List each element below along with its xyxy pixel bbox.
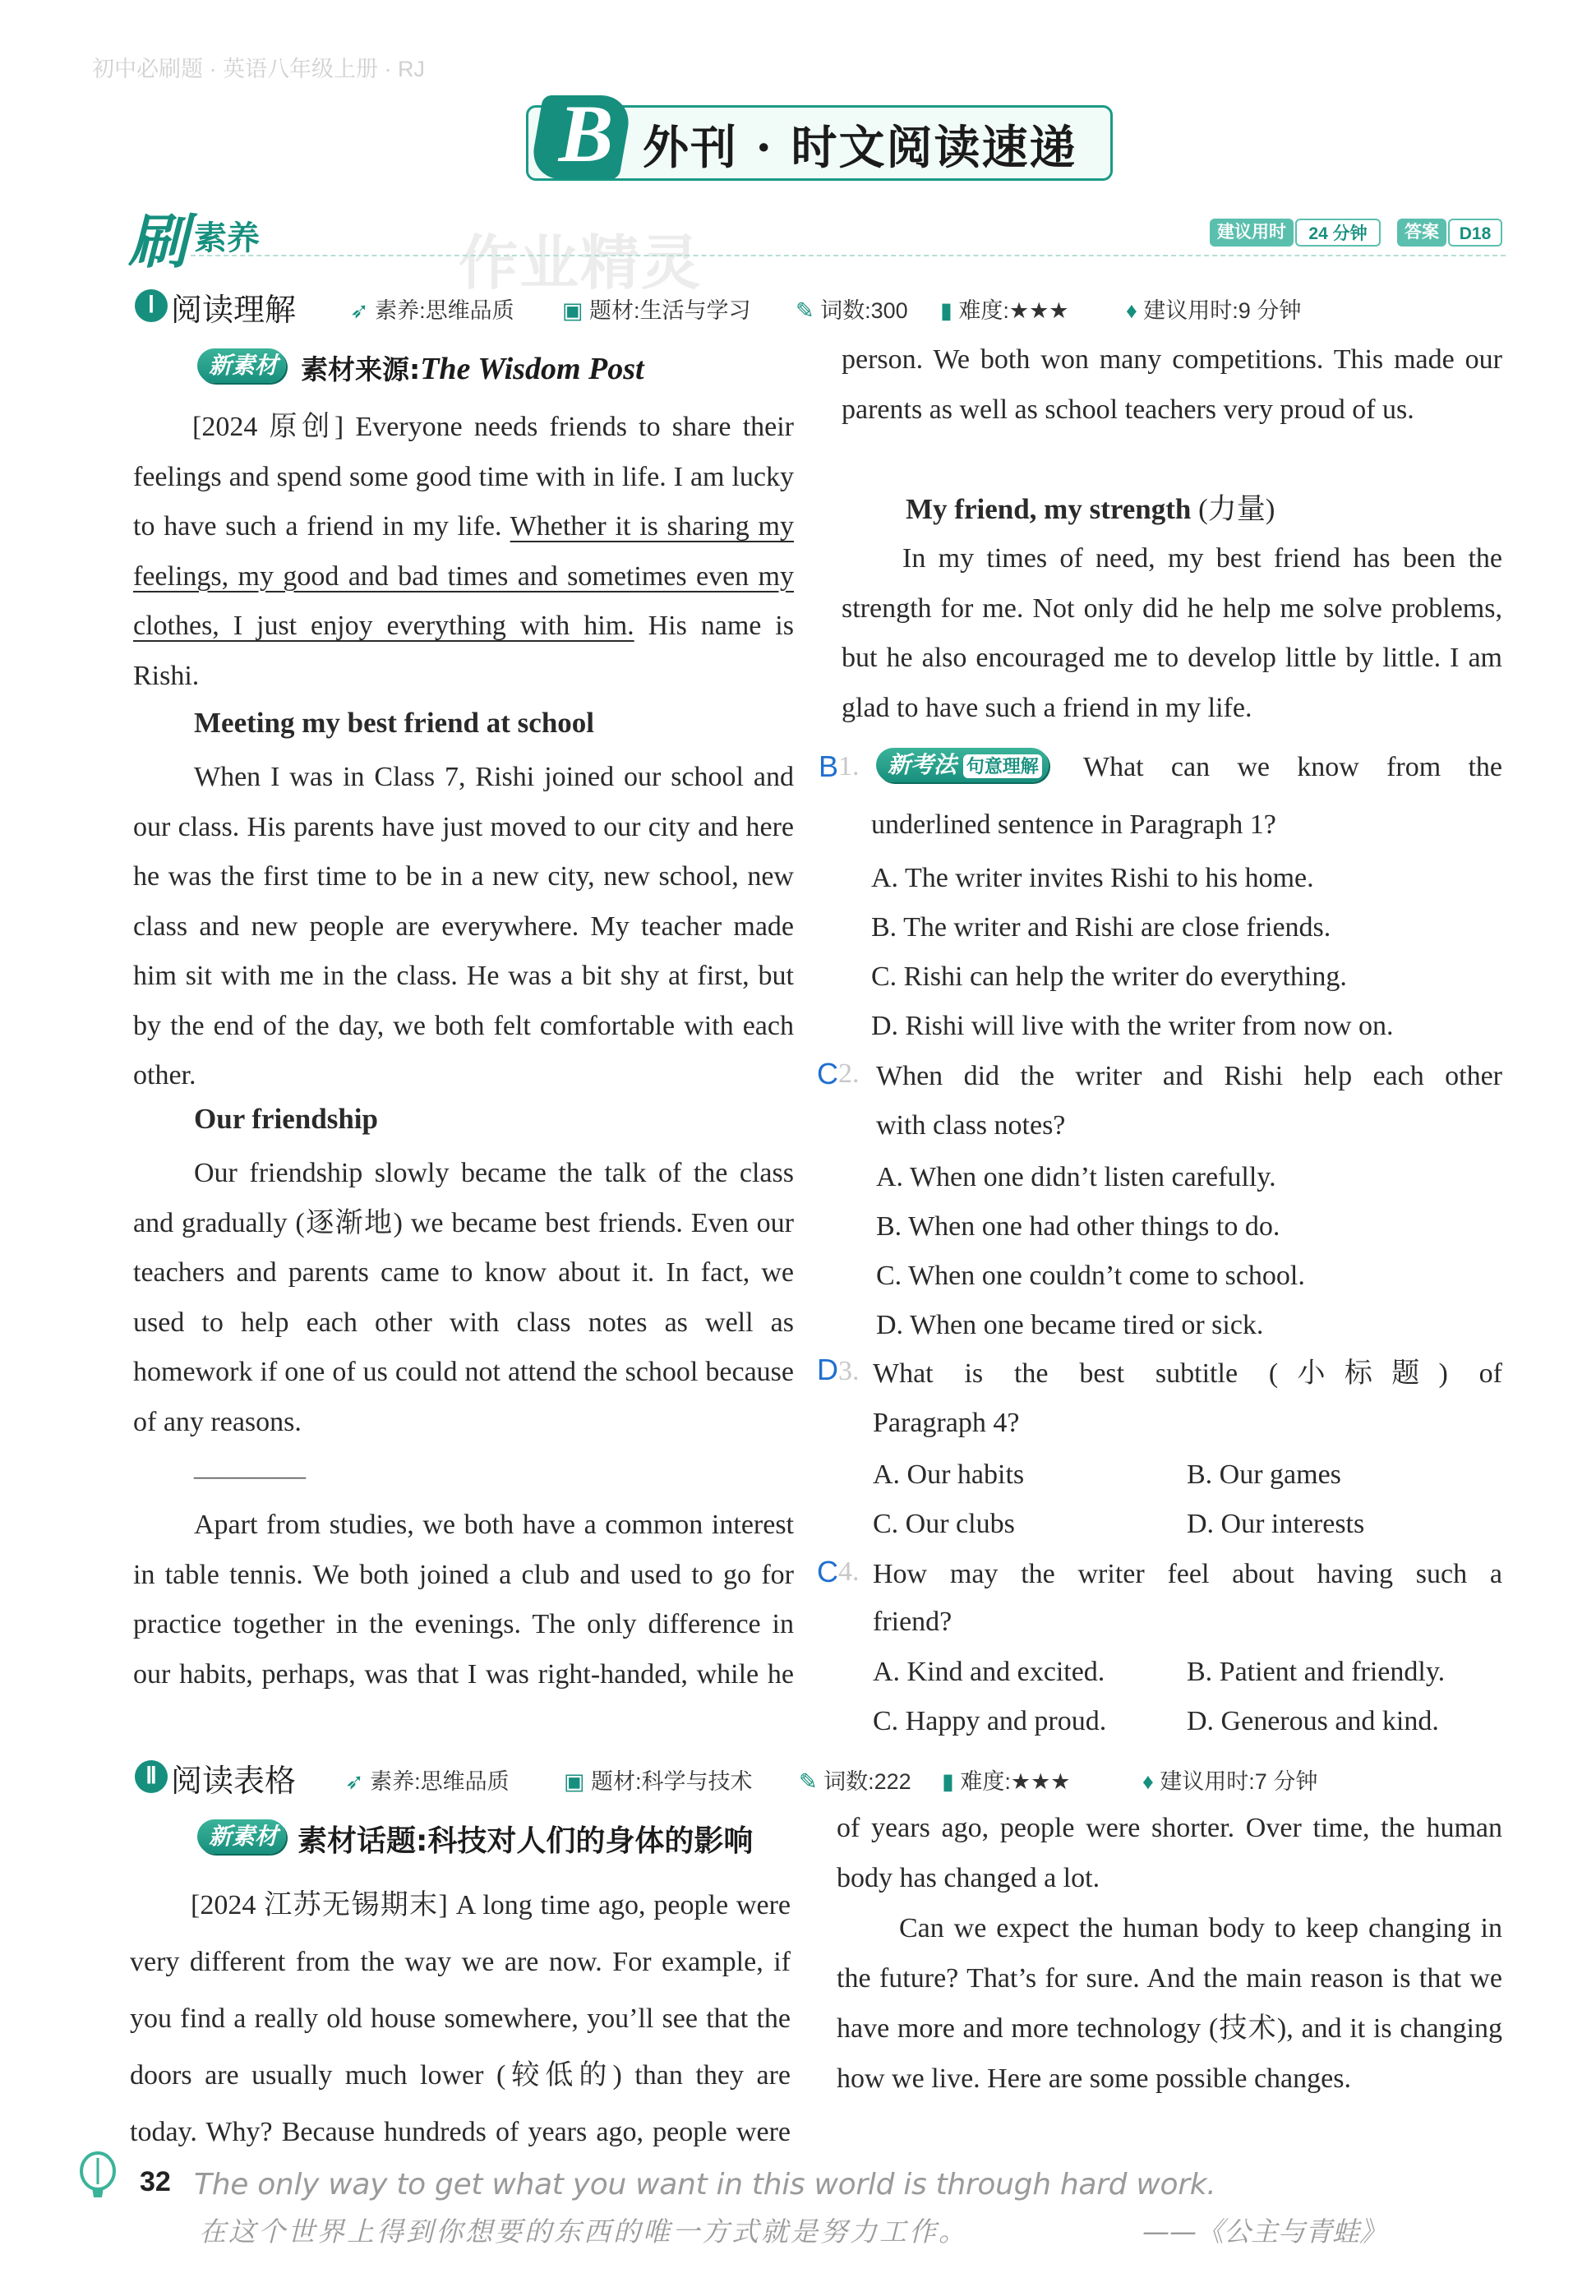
brand-suyang: 素养 (194, 219, 260, 257)
paragraph-strength: In my times of need, my best friend has been the strength for me. Not only did he help me solve problems, but he also encouraged me to develop little by little. I am glad to have such a friend in my life. (842, 543, 1502, 723)
q3-number: 3. (838, 1356, 860, 1386)
q4-option-b[interactable]: B. Patient and friendly. (1187, 1657, 1446, 1687)
q1-number: 1. (838, 751, 860, 781)
page-title: 外刊 · 时文阅读速递 (643, 121, 1077, 175)
footer-quote-cn: 在这个世界上得到你想要的东西的唯一方式就是努力工作。 (199, 2215, 968, 2248)
q3-option-d[interactable]: D. Our interests (1187, 1509, 1365, 1539)
q1-answer: B (819, 749, 839, 783)
page-number: 32 (140, 2166, 171, 2197)
q2-option-d[interactable]: D. When one became tired or sick. (876, 1310, 1264, 1340)
time-value-pill: 24 分钟 (1295, 219, 1381, 247)
q4-option-d[interactable]: D. Generous and kind. (1187, 1706, 1439, 1736)
q3-answer: D (817, 1353, 838, 1386)
paragraph-friendship: Our friendship slowly became the talk of the class and gradually (逐渐地) we became best friends. Even our teachers and parents came to know about it. In fact, we used to help each other with class notes as well as homework if one of us could not attend the school because of any reasons. (133, 1158, 794, 1437)
q4-answer: C (817, 1555, 838, 1588)
q1-new-method-tag: 新考法 句意理解 (876, 748, 1049, 782)
q1-stem-a: What can we know from the (1083, 752, 1502, 782)
answer-label-pill: 答案 (1397, 219, 1446, 247)
section1-source: 素材来源:The Wisdom Post (301, 352, 644, 386)
section2-cishu: ✎ 词数:222 (799, 1769, 911, 1794)
section2-topic: 素材话题:科技对人们的身体的影响 (298, 1824, 754, 1858)
section1-intro-paragraph: [2024 原创] Everyone needs friends to share their feelings and spend some good time with in life. I am lucky to have such a friend in my life. Whether it is sharing my feelings, my good and bad times and sometimes even my clothes, I just enjoy everything with him. His name is Rishi. (133, 412, 794, 691)
heading-strength: My friend, my strength (力量) (906, 493, 1275, 525)
section2-ticai: ▣ 题材:科学与技术 (564, 1769, 753, 1794)
section2-number: Ⅱ (135, 1760, 168, 1793)
watermark: 作业精灵 (459, 228, 703, 297)
q2-stem-a: When did the writer and Rishi help each other (876, 1061, 1502, 1091)
heading-friendship: Our friendship (194, 1103, 378, 1135)
q2-number: 2. (838, 1058, 860, 1089)
section2-suyang: ➶ 素养:思维品质 (345, 1769, 510, 1794)
q2-answer: C (817, 1057, 838, 1090)
intro-source-prefix: [2024 原创] (192, 412, 344, 442)
q1-option-c[interactable]: C. Rishi can help the writer do everything. (871, 961, 1347, 992)
section1-ticai: ▣ 题材:生活与学习 (562, 298, 751, 323)
section2-paragraph-1-continued: of years ago, people were shorter. Over time, the human body has changed a lot. (837, 1813, 1502, 1893)
q1-stem-b: underlined sentence in Paragraph 1? (871, 809, 1276, 840)
q4-number: 4. (838, 1556, 860, 1587)
heading-meeting: Meeting my best friend at school (194, 707, 595, 739)
title-letter: B (558, 88, 614, 179)
q3-stem-b: Paragraph 4? (873, 1408, 1020, 1438)
q4-option-a[interactable]: A. Kind and excited. (873, 1657, 1105, 1687)
section1-number: Ⅰ (135, 289, 168, 322)
q3-option-c[interactable]: C. Our clubs (873, 1509, 1015, 1539)
paragraph-interests-continued: person. We both won many competitions. This made our parents as well as school teachers very proud of us. (842, 344, 1502, 425)
lightbulb-icon (77, 2151, 118, 2209)
series-label: 初中必刷题 · 英语八年级上册 · RJ (92, 57, 425, 81)
subtitle-blank: ________ (194, 1451, 306, 1482)
q4-stem-a: How may the writer feel about having such a (873, 1559, 1502, 1589)
q4-stem-b: friend? (873, 1607, 953, 1637)
brand-shua: 刷 (128, 207, 188, 276)
underlined-sentence: Whether it is sharing my feelings, my good and bad times and sometimes even my clothes, I just enjoy everything with him. (133, 511, 794, 641)
section1-cishu: ✎ 词数:300 (796, 298, 908, 323)
footer-quote-en: The only way to get what you want in this world is through hard work. (194, 2168, 1216, 2201)
section1-suyang: ➶ 素养:思维品质 (350, 298, 514, 323)
paragraph-interests: Apart from studies, we both have a common interest in table tennis. We both joined a club and used to go for practice together in the evenings. The only difference in our habits, perhaps, was that I was right-handed, while he (133, 1510, 794, 1690)
section1-title: 阅读理解 (171, 293, 297, 328)
q3-stem-a: What is the best subtitle (小标题) of (873, 1358, 1502, 1389)
section2-nandu: ▮ 难度:★★★ (942, 1769, 1071, 1794)
section2-paragraph-1: [2024 江苏无锡期末] A long time ago, people were very different from the way we are now. For example, if you find a really old house somewhere, you’ll see that the doors are usually much lower (较低的) than they are today. Why? Because hundreds of years ago, people were (130, 1890, 791, 2147)
q3-option-b[interactable]: B. Our games (1187, 1459, 1341, 1490)
q4-option-c[interactable]: C. Happy and proud. (873, 1706, 1107, 1736)
section2-paragraph-2: Can we expect the human body to keep changing in the future? That’s for sure. And the main reason is that we have more and more technology (技术), and it is changing how we live. Here are some possible changes. (837, 1913, 1502, 2094)
q2-stem-b: with class notes? (876, 1110, 1066, 1141)
q2-option-a[interactable]: A. When one didn’t listen carefully. (876, 1162, 1276, 1192)
q2-option-c[interactable]: C. When one couldn’t come to school. (876, 1261, 1305, 1291)
q1-option-d[interactable]: D. Rishi will live with the writer from now on. (871, 1011, 1394, 1041)
q2-option-b[interactable]: B. When one had other things to do. (876, 1211, 1280, 1242)
section1-new-material-tag: 新素材 (197, 348, 286, 383)
paragraph-meeting: When I was in Class 7, Rishi joined our school and our class. His parents have just moved to our city and here he was the first time to be in a new city, new school, new class and new people are everywhere. My teacher made him sit with me in the class. He was a bit shy at first, but by the end of the day, we both felt comfortable with each other. (133, 762, 794, 1090)
section1-yongshi: ♦ 建议用时:9 分钟 (1126, 298, 1302, 323)
section2-yongshi: ♦ 建议用时:7 分钟 (1142, 1769, 1318, 1794)
q1-option-a[interactable]: A. The writer invites Rishi to his home. (871, 863, 1314, 893)
q3-option-a[interactable]: A. Our habits (873, 1459, 1025, 1490)
section2-new-material-tag: 新素材 (197, 1819, 286, 1854)
brand-divider (191, 255, 1506, 256)
section1-nandu: ▮ 难度:★★★ (940, 298, 1069, 323)
q1-option-b[interactable]: B. The writer and Rishi are close friends. (871, 912, 1331, 943)
answer-page-pill: D18 (1448, 219, 1502, 247)
footer-quote-source: ——《公主与青蛙》 (1142, 2215, 1386, 2248)
section2-title: 阅读表格 (171, 1764, 297, 1799)
time-label-pill: 建议用时 (1210, 219, 1294, 247)
